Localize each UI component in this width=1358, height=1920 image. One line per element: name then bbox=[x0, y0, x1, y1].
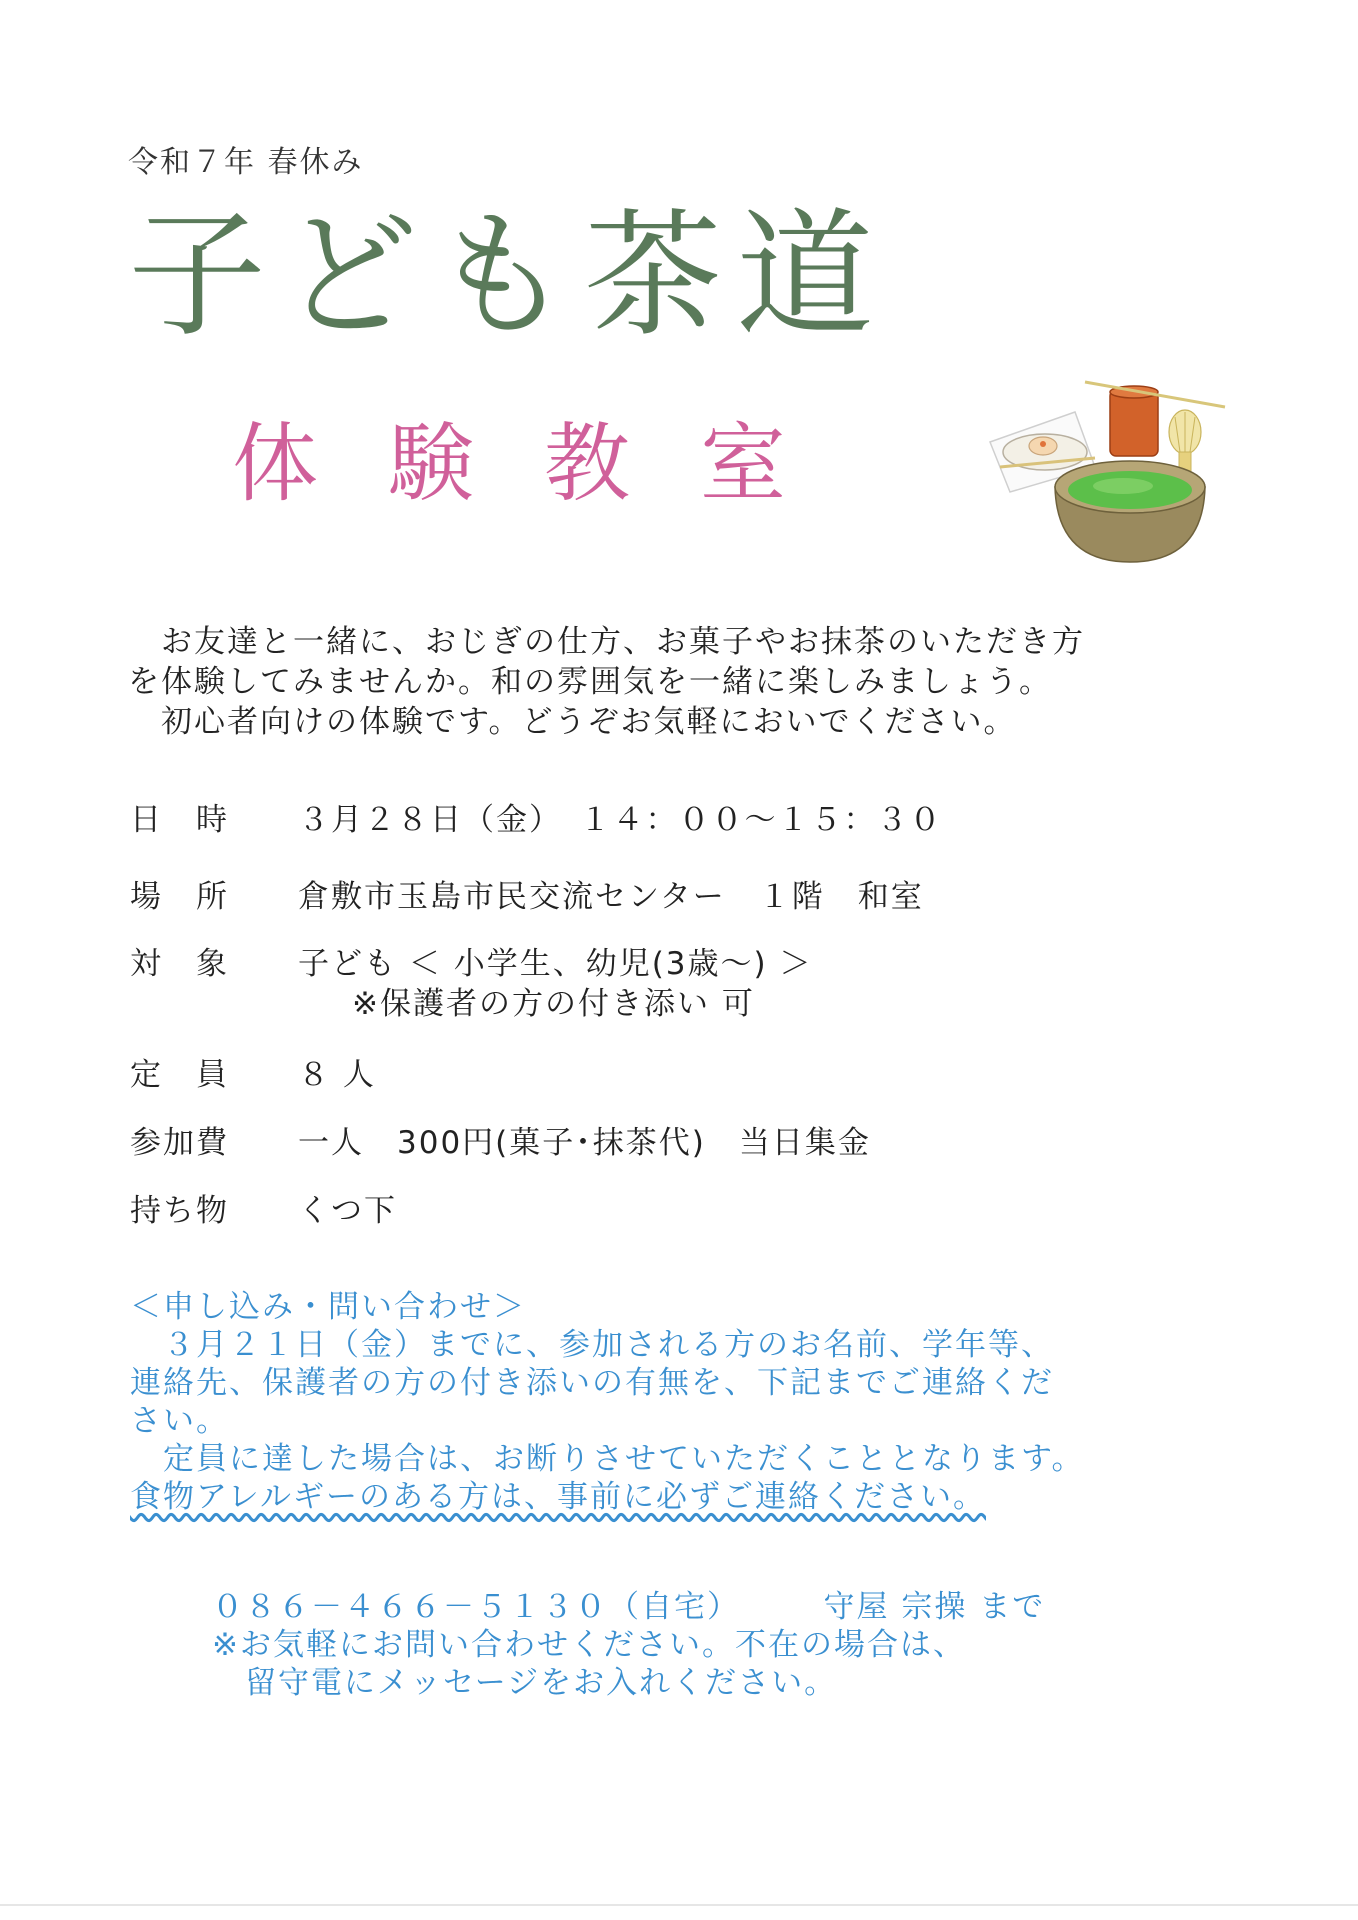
phone-note: 留守電にメッセージをお入れください。 bbox=[212, 1665, 838, 1701]
tea-canister-icon bbox=[1110, 390, 1158, 456]
detail-value: ３月２８日（金） １４：００～１５：３０ bbox=[298, 802, 943, 838]
intro-paragraph bbox=[128, 622, 1258, 742]
tea-bowl-icon bbox=[1055, 461, 1205, 562]
contact-phone-block bbox=[212, 1588, 1045, 1702]
application-section bbox=[130, 1288, 1250, 1516]
detail-value: くつ下 bbox=[298, 1193, 397, 1229]
application-line: さい。 bbox=[130, 1403, 229, 1439]
detail-note: ※保護者の方の付き添い 可 bbox=[352, 986, 755, 1022]
application-heading: ＜申し込み・問い合わせ＞ bbox=[130, 1289, 526, 1325]
detail-value: 一人 300円(菓子･抹茶代) 当日集金 bbox=[298, 1125, 871, 1161]
application-line: 定員に達した場合は、お断りさせていただくこととなります。 bbox=[130, 1441, 1085, 1477]
tea-whisk-icon bbox=[1169, 410, 1201, 474]
allergy-notice: 食物アレルギーのある方は、事前に必ずご連絡ください。 bbox=[130, 1479, 986, 1515]
detail-label: 参加費 bbox=[130, 1125, 229, 1161]
bottom-divider bbox=[0, 1904, 1358, 1906]
phone-line: ０８６－４６６－５１３０（自宅） 守屋 宗操 まで bbox=[212, 1589, 1046, 1625]
detail-label: 日 時 bbox=[130, 802, 229, 838]
detail-label: 定 員 bbox=[130, 1057, 229, 1093]
intro-line: 初心者向けの体験です。どうぞお気軽においでください。 bbox=[128, 704, 1017, 740]
intro-line: お友達と一緒に、おじぎの仕方、お菓子やお抹茶のいただき方 bbox=[128, 624, 1085, 660]
intro-line: を体験してみませんか。和の雰囲気を一緒に楽しみましょう。 bbox=[128, 664, 1052, 700]
detail-value: 子ども ＜ 小学生、幼児(3歳～) ＞ bbox=[298, 946, 813, 982]
detail-value: ８ 人 bbox=[298, 1057, 376, 1093]
detail-label: 持ち物 bbox=[130, 1193, 229, 1229]
page-subtitle: 体験教室 bbox=[232, 414, 856, 514]
detail-label: 対 象 bbox=[130, 946, 229, 982]
application-line: 連絡先、保護者の方の付き添いの有無を、下記までご連絡くだ bbox=[130, 1365, 1054, 1401]
application-line: ３月２１日（金）までに、参加される方のお名前、学年等、 bbox=[130, 1327, 1054, 1363]
detail-value: 倉敷市玉島市民交流センター １階 和室 bbox=[298, 879, 924, 915]
detail-label: 場 所 bbox=[130, 879, 229, 915]
tea-ceremony-icon bbox=[985, 372, 1235, 572]
phone-note: ※お気軽にお問い合わせください。不在の場合は、 bbox=[212, 1627, 966, 1663]
page-title: 子ども茶道 bbox=[128, 195, 889, 356]
season-subtitle: 令和７年 春休み bbox=[128, 145, 364, 180]
